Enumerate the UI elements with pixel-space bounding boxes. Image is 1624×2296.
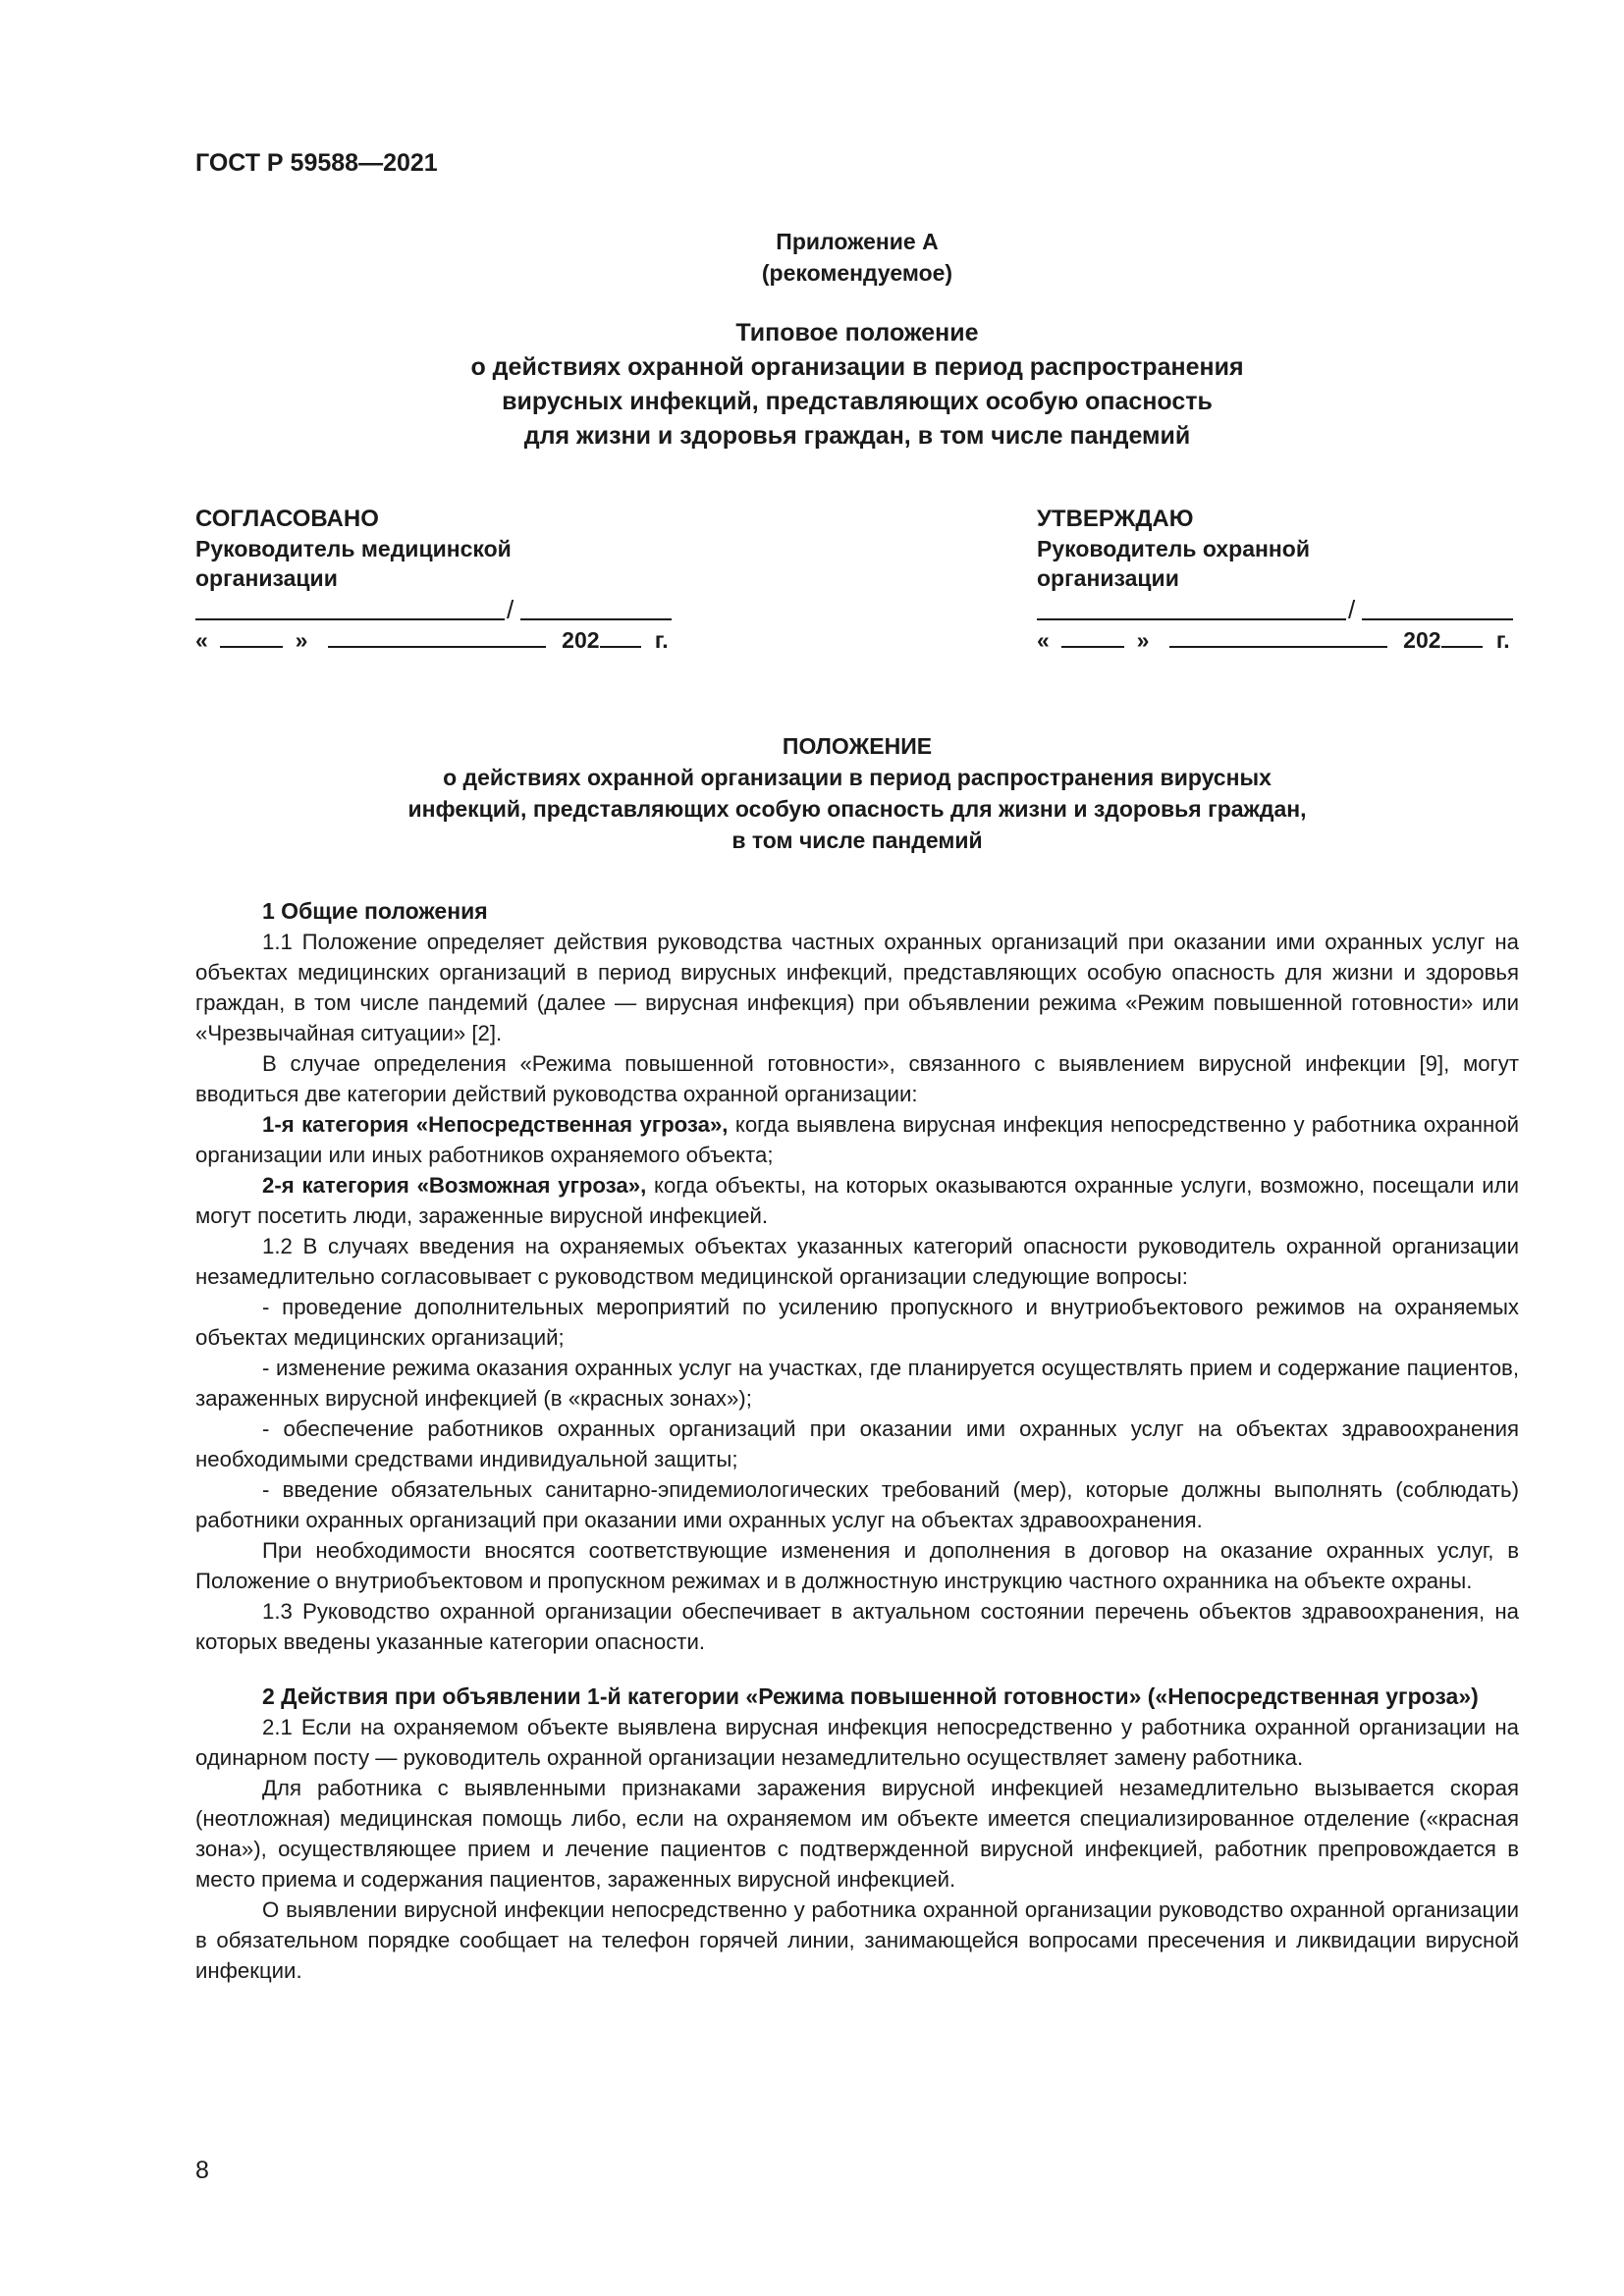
section-2-title: 2 Действия при объявлении 1-й категории «Режима повышенной готовности» («Непосредственная угроза») — [262, 1683, 1479, 1709]
annex-status: (рекомендуемое) — [761, 260, 953, 286]
approval-block — [195, 505, 1519, 654]
title-line: для жизни и здоровья граждан, в том числе пандемий — [523, 422, 1191, 450]
quote-close: » — [1136, 627, 1150, 653]
regulation-title-line: ПОЛОЖЕНИЕ — [782, 733, 933, 759]
regulation-title-line: инфекций, представляющих особую опасность для жизни и здоровья граждан, — [407, 796, 1307, 822]
quote-open: « — [195, 627, 208, 653]
agreed-position-line1: Руководитель медицинской — [195, 536, 512, 561]
regulation-title — [195, 730, 1519, 856]
list-item: - проведение дополнительных мероприятий по усилению пропускного и внутриобъектового режимов на охраняемых объектах медицинских организаций; — [195, 1295, 1519, 1350]
category-1-text: когда выявлена вирусная инфекция непосредственно у работника охранной организации или иных работников охраняемого объекта; — [195, 1112, 1519, 1167]
category-2-paragraph — [195, 1170, 1519, 1231]
approved-position-line1: Руководитель охранной — [1037, 536, 1310, 561]
category-2-label: 2-я категория «Возможная угроза», — [262, 1173, 647, 1198]
paragraph-1-3: 1.3 Руководство охранной организации обеспечивает в актуальном состоянии перечень объектов здравоохранения, на которых введены указанные категории опасности. — [195, 1599, 1519, 1654]
year-prefix: 202 — [562, 627, 600, 653]
signature-slash: / — [507, 595, 514, 624]
name-blank — [520, 618, 672, 620]
approved-date-field[interactable] — [1037, 624, 1513, 654]
page-number: 8 — [195, 2157, 209, 2184]
annex-heading — [195, 226, 1519, 289]
approved-heading: УТВЕРЖДАЮ — [1037, 506, 1194, 532]
quote-close: » — [295, 627, 308, 653]
year-prefix: 202 — [1403, 627, 1441, 653]
agreed-signature-field[interactable] — [195, 595, 672, 622]
paragraph: Для работника с выявленными признаками заражения вирусной инфекцией незамедлительно вызывается скорая (неотложная) медицинская помощь либо, если на охраняемом им объекте имеется специализированное отделение («красная зона»), осуществляющее прием и лечение пациентов с подтвержденной вирусной инфекцией, работник препровождается в место приема и содержания пациентов, зараженных вирусной инфекцией. — [195, 1776, 1519, 1892]
day-blank — [1061, 624, 1124, 648]
signature-slash: / — [1348, 595, 1356, 624]
paragraph-1-2: 1.2 В случаях введения на охраняемых объектах указанных категорий опасности руководитель охранной организации незамедлительно согласовывает с руководством медицинской организации следующие вопросы: — [195, 1234, 1519, 1289]
list-item: - изменение режима оказания охранных услуг на участках, где планируется осуществлять прием и содержание пациентов, зараженных вирусной инфекцией (в «красных зонах»); — [195, 1356, 1519, 1411]
agreed-date-field[interactable] — [195, 624, 672, 654]
day-blank — [220, 624, 283, 648]
category-1-paragraph — [195, 1109, 1519, 1170]
list-item: - обеспечение работников охранных организаций при оказании ими охранных услуг на объектах здравоохранения необходимыми средствами индивидуальной защиты; — [195, 1416, 1519, 1471]
month-blank — [1169, 624, 1387, 648]
month-blank — [328, 624, 546, 648]
paragraph-1-1: 1.1 Положение определяет действия руководства частных охранных организаций при оказании ими охранных услуг на объектах медицинских организаций в период вирусных инфекций, представляющих особую опасность для жизни и здоровья граждан, в том числе пандемий (далее — вирусная инфекция) при объявлении режима «Режим повышенной готовности» или «Чрезвычайная ситуации» [2]. — [195, 930, 1519, 1045]
document-id: ГОСТ Р 59588—2021 — [195, 149, 438, 177]
annex-label: Приложение А — [776, 229, 939, 254]
paragraph-2-1: 2.1 Если на охраняемом объекте выявлена вирусная инфекция непосредственно у работника охранной организации на одинарном посту — руководитель охранной организации незамедлительно осуществляет замену работника. — [195, 1715, 1519, 1770]
year-blank — [600, 624, 641, 648]
approved-signature-field[interactable] — [1037, 595, 1513, 622]
regulation-title-line: в том числе пандемий — [731, 828, 983, 853]
signature-blank — [195, 618, 505, 620]
title-line: о действиях охранной организации в период распространения — [470, 353, 1244, 381]
typical-regulation-title — [195, 316, 1519, 454]
quote-open: « — [1037, 627, 1050, 653]
category-1-label: 1-я категория «Непосредственная угроза», — [262, 1112, 729, 1137]
agreed-column — [195, 505, 672, 654]
regulation-title-line: о действиях охранной организации в период распространения вирусных — [443, 765, 1272, 790]
signature-blank — [1037, 618, 1346, 620]
paragraph: При необходимости вносятся соответствующие изменения и дополнения в договор на оказание охранных услуг, в Положение о внутриобъектовом и пропускном режимах и в должностную инструкцию частного охранника на объекте охраны. — [195, 1538, 1519, 1593]
year-blank — [1441, 624, 1483, 648]
paragraph: В случае определения «Режима повышенной готовности», связанного с выявлением вирусной инфекции [9], могут вводиться две категории действий руководства охранной организации: — [195, 1051, 1519, 1106]
list-item: - введение обязательных санитарно-эпидемиологических требований (мер), которые должны выполнять (соблюдать) работники охранных организаций при оказании ими охранных услуг на объектах здравоохранения. — [195, 1477, 1519, 1532]
approved-column — [1037, 505, 1513, 654]
title-line: Типовое положение — [735, 319, 979, 347]
approved-position-line2: организации — [1037, 565, 1179, 591]
paragraph: О выявлении вирусной инфекции непосредственно у работника охранной организации руководство охранной организации в обязательном порядке сообщает на телефон горячей линии, занимающейся вопросами пресечения и ликвидации вирусной инфекции. — [195, 1897, 1519, 1983]
page-content — [195, 226, 1519, 1986]
year-suffix: г. — [1495, 627, 1510, 653]
title-line: вирусных инфекций, представляющих особую опасность — [502, 388, 1213, 415]
agreed-position-line2: организации — [195, 565, 338, 591]
name-blank — [1362, 618, 1513, 620]
section-1-title: 1 Общие положения — [262, 898, 488, 924]
year-suffix: г. — [654, 627, 669, 653]
agreed-heading: СОГЛАСОВАНО — [195, 506, 379, 532]
category-2-text: когда объекты, на которых оказываются охранные услуги, возможно, посещали или могут посетить люди, зараженные вирусной инфекцией. — [195, 1173, 1519, 1228]
